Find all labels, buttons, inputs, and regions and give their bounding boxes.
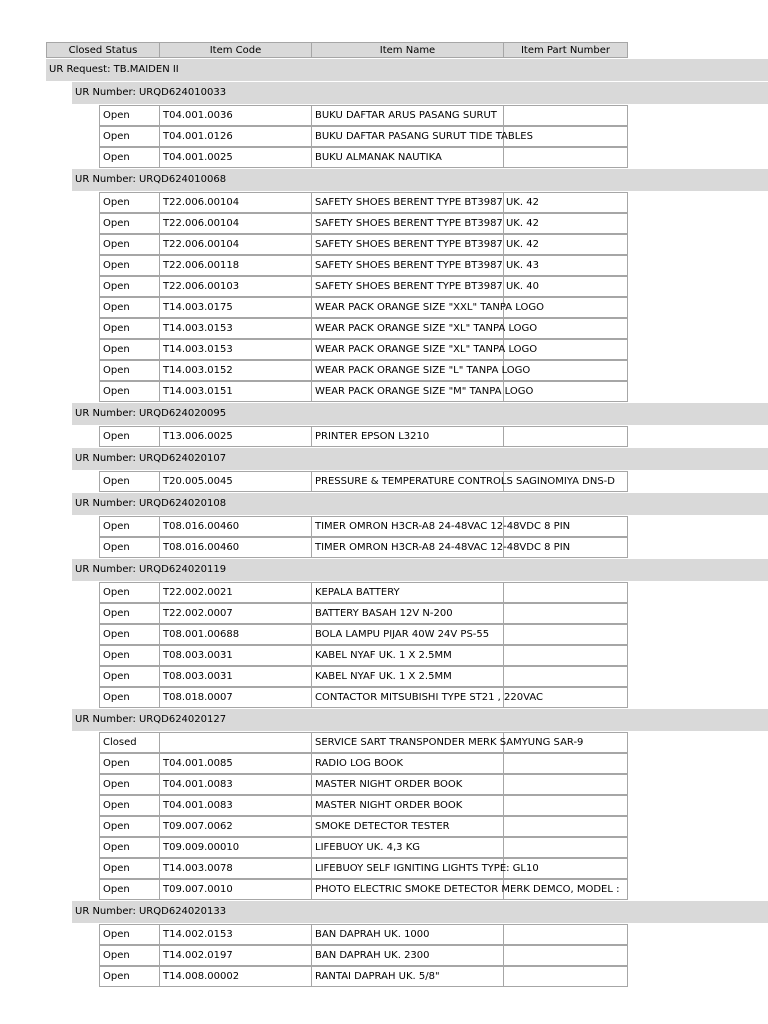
table-row[interactable] xyxy=(99,858,628,879)
item-code-cell: T13.006.0025 xyxy=(159,426,312,447)
item-part-number-cell xyxy=(503,753,628,774)
table-row[interactable] xyxy=(99,645,628,666)
item-code-cell: T22.006.00104 xyxy=(159,192,312,213)
item-code-cell: T14.003.0175 xyxy=(159,297,312,318)
closed-status-cell: Open xyxy=(99,339,160,360)
item-name-text: LIFEBUOY UK. 4,3 KG xyxy=(315,842,421,853)
item-name-text: WEAR PACK ORANGE SIZE "M" TANPA LOGO xyxy=(315,386,534,397)
item-name-text: SAFETY SHOES BERENT TYPE BT3987 UK. 40 xyxy=(315,281,539,292)
item-code-cell: T14.002.0197 xyxy=(159,945,312,966)
closed-status-cell: Open xyxy=(99,603,160,624)
item-name-text: KABEL NYAF UK. 1 X 2.5MM xyxy=(315,650,452,661)
closed-status-cell: Open xyxy=(99,582,160,603)
item-name-text: BAN DAPRAH UK. 2300 xyxy=(315,950,430,961)
closed-status-cell: Open xyxy=(99,381,160,402)
item-name-text: RADIO LOG BOOK xyxy=(315,758,404,769)
column-header-closed-status[interactable]: Closed Status xyxy=(46,42,160,58)
item-name-cell xyxy=(311,774,504,795)
item-code-cell: T08.003.0031 xyxy=(159,666,312,687)
item-name-text: BOLA LAMPU PIJAR 40W 24V PS-55 xyxy=(315,629,490,640)
closed-status-cell: Open xyxy=(99,753,160,774)
closed-status-cell: Open xyxy=(99,192,160,213)
item-name-cell xyxy=(311,603,504,624)
item-code-cell: T04.001.0036 xyxy=(159,105,312,126)
item-name-cell xyxy=(311,318,538,339)
table-row[interactable] xyxy=(99,213,628,234)
item-name-cell xyxy=(311,816,504,837)
item-name-cell xyxy=(311,255,539,276)
item-code-cell: T22.006.00104 xyxy=(159,213,312,234)
item-name-text: SMOKE DETECTOR TESTER xyxy=(315,821,450,832)
item-name-cell xyxy=(311,426,504,447)
table-row[interactable] xyxy=(99,255,628,276)
item-name-cell xyxy=(311,924,504,945)
ur-number-header: UR Number: URQD624010033 xyxy=(72,82,768,104)
item-name-cell xyxy=(311,645,504,666)
table-row[interactable] xyxy=(99,276,628,297)
table-row[interactable] xyxy=(99,966,628,987)
item-name-cell xyxy=(311,945,504,966)
item-name-cell xyxy=(311,624,504,645)
item-name-cell xyxy=(311,666,504,687)
item-name-text: KABEL NYAF UK. 1 X 2.5MM xyxy=(315,671,452,682)
item-code-cell xyxy=(159,732,312,753)
table-row[interactable] xyxy=(99,192,628,213)
closed-status-cell: Open xyxy=(99,297,160,318)
item-code-cell: T22.002.0021 xyxy=(159,582,312,603)
closed-status-cell: Open xyxy=(99,858,160,879)
ur-number-header: UR Number: URQD624020133 xyxy=(72,901,768,923)
item-name-cell xyxy=(311,516,571,537)
closed-status-cell: Open xyxy=(99,666,160,687)
item-name-text: WEAR PACK ORANGE SIZE "L" TANPA LOGO xyxy=(315,365,531,376)
closed-status-cell: Open xyxy=(99,945,160,966)
table-row[interactable] xyxy=(99,666,628,687)
item-name-text: BAN DAPRAH UK. 1000 xyxy=(315,929,430,940)
item-name-cell xyxy=(311,753,504,774)
table-row[interactable] xyxy=(99,687,628,708)
item-code-cell: T08.016.00460 xyxy=(159,516,312,537)
item-name-text: SERVICE SART TRANSPONDER MERK SAMYUNG SAR-9 xyxy=(315,737,584,748)
closed-status-cell: Open xyxy=(99,966,160,987)
ur-number-header: UR Number: URQD624020119 xyxy=(72,559,768,581)
item-code-cell: T14.008.00002 xyxy=(159,966,312,987)
table-row[interactable] xyxy=(99,924,628,945)
item-part-number-cell xyxy=(503,774,628,795)
item-name-cell xyxy=(311,360,531,381)
closed-status-cell: Open xyxy=(99,795,160,816)
table-row[interactable] xyxy=(99,339,628,360)
table-row[interactable] xyxy=(99,471,628,492)
table-row[interactable] xyxy=(99,945,628,966)
closed-status-cell: Closed xyxy=(99,732,160,753)
item-name-text: BUKU DAFTAR PASANG SURUT TIDE TABLES xyxy=(315,131,533,142)
closed-status-cell: Open xyxy=(99,360,160,381)
item-code-cell: T04.001.0025 xyxy=(159,147,312,168)
item-code-cell: T04.001.0083 xyxy=(159,774,312,795)
item-name-text: SAFETY SHOES BERENT TYPE BT3987 UK. 42 xyxy=(315,239,539,250)
closed-status-cell: Open xyxy=(99,318,160,339)
table-row[interactable] xyxy=(99,816,628,837)
table-header xyxy=(46,42,628,59)
item-part-number-cell xyxy=(503,816,628,837)
table-row[interactable] xyxy=(99,624,628,645)
item-part-number-cell xyxy=(503,624,628,645)
item-name-cell xyxy=(311,234,539,255)
item-name-cell xyxy=(311,297,544,318)
request-group-header: UR Request: TB.MAIDEN II xyxy=(46,59,768,81)
item-name-cell xyxy=(311,276,539,297)
table-row[interactable] xyxy=(99,879,628,900)
item-code-cell: T14.003.0153 xyxy=(159,318,312,339)
ur-number-header: UR Number: URQD624020127 xyxy=(72,709,768,731)
item-name-cell xyxy=(311,339,538,360)
item-code-cell: T14.003.0078 xyxy=(159,858,312,879)
item-name-text: WEAR PACK ORANGE SIZE "XL" TANPA LOGO xyxy=(315,344,538,355)
item-part-number-cell xyxy=(503,966,628,987)
table-row[interactable] xyxy=(99,105,628,126)
column-header-item-part-number[interactable]: Item Part Number xyxy=(503,42,628,58)
closed-status-cell: Open xyxy=(99,234,160,255)
closed-status-cell: Open xyxy=(99,687,160,708)
closed-status-cell: Open xyxy=(99,537,160,558)
closed-status-cell: Open xyxy=(99,105,160,126)
item-code-cell: T14.002.0153 xyxy=(159,924,312,945)
item-part-number-cell xyxy=(503,603,628,624)
item-name-cell xyxy=(311,795,504,816)
item-name-cell xyxy=(311,879,620,900)
table-row[interactable] xyxy=(99,753,628,774)
item-name-cell xyxy=(311,105,504,126)
item-code-cell: T04.001.0083 xyxy=(159,795,312,816)
item-code-cell: T22.006.00104 xyxy=(159,234,312,255)
closed-status-cell: Open xyxy=(99,837,160,858)
item-name-cell xyxy=(311,858,539,879)
closed-status-cell: Open xyxy=(99,213,160,234)
item-code-cell: T14.003.0152 xyxy=(159,360,312,381)
item-part-number-cell xyxy=(503,945,628,966)
item-name-text: BUKU DAFTAR ARUS PASANG SURUT xyxy=(315,110,497,121)
table-row[interactable] xyxy=(99,837,628,858)
closed-status-cell: Open xyxy=(99,255,160,276)
item-name-cell xyxy=(311,537,571,558)
item-name-text: RANTAI DAPRAH UK. 5/8" xyxy=(315,971,440,982)
item-name-cell xyxy=(311,471,615,492)
table-row[interactable] xyxy=(99,360,628,381)
table-row[interactable] xyxy=(99,147,628,168)
item-name-text: PRINTER EPSON L3210 xyxy=(315,431,430,442)
closed-status-cell: Open xyxy=(99,276,160,297)
item-name-text: CONTACTOR MITSUBISHI TYPE ST21 , 220VAC xyxy=(315,692,543,703)
item-code-cell: T09.007.0062 xyxy=(159,816,312,837)
item-code-cell: T08.018.0007 xyxy=(159,687,312,708)
item-name-text: BUKU ALMANAK NAUTIKA xyxy=(315,152,442,163)
item-name-cell xyxy=(311,126,533,147)
item-code-cell: T09.009.00010 xyxy=(159,837,312,858)
item-name-cell xyxy=(311,381,534,402)
item-code-cell: T08.001.00688 xyxy=(159,624,312,645)
item-name-cell xyxy=(311,837,504,858)
item-code-cell: T22.006.00103 xyxy=(159,276,312,297)
item-name-text: TIMER OMRON H3CR-A8 24-48VAC 12-48VDC 8 PIN xyxy=(315,521,571,532)
item-code-cell: T22.006.00118 xyxy=(159,255,312,276)
item-name-text: BATTERY BASAH 12V N-200 xyxy=(315,608,453,619)
item-part-number-cell xyxy=(503,582,628,603)
item-name-cell xyxy=(311,147,504,168)
closed-status-cell: Open xyxy=(99,645,160,666)
item-name-text: SAFETY SHOES BERENT TYPE BT3987 UK. 43 xyxy=(315,260,539,271)
closed-status-cell: Open xyxy=(99,624,160,645)
item-name-text: SAFETY SHOES BERENT TYPE BT3987 UK. 42 xyxy=(315,218,539,229)
ur-number-header: UR Number: URQD624020107 xyxy=(72,448,768,470)
item-name-cell xyxy=(311,732,584,753)
item-name-text: MASTER NIGHT ORDER BOOK xyxy=(315,779,463,790)
item-code-cell: T04.001.0126 xyxy=(159,126,312,147)
closed-status-cell: Open xyxy=(99,816,160,837)
item-name-cell xyxy=(311,192,539,213)
item-part-number-cell xyxy=(503,795,628,816)
table-row[interactable] xyxy=(99,318,628,339)
table-row[interactable] xyxy=(99,603,628,624)
item-name-text: MASTER NIGHT ORDER BOOK xyxy=(315,800,463,811)
ur-number-header: UR Number: URQD624020095 xyxy=(72,403,768,425)
item-part-number-cell xyxy=(503,837,628,858)
item-code-cell: T08.003.0031 xyxy=(159,645,312,666)
closed-status-cell: Open xyxy=(99,924,160,945)
ur-number-header: UR Number: URQD624010068 xyxy=(72,169,768,191)
item-code-cell: T04.001.0085 xyxy=(159,753,312,774)
table-row[interactable] xyxy=(99,126,628,147)
item-part-number-cell xyxy=(503,147,628,168)
item-name-text: PRESSURE & TEMPERATURE CONTROLS SAGINOMIYA DNS-D xyxy=(315,476,615,487)
item-code-cell: T14.003.0151 xyxy=(159,381,312,402)
item-part-number-cell xyxy=(503,924,628,945)
closed-status-cell: Open xyxy=(99,426,160,447)
item-name-text: PHOTO ELECTRIC SMOKE DETECTOR MERK DEMCO, MODEL : xyxy=(315,884,620,895)
table-row[interactable] xyxy=(99,297,628,318)
item-name-cell xyxy=(311,687,543,708)
item-name-text: WEAR PACK ORANGE SIZE "XL" TANPA LOGO xyxy=(315,323,538,334)
item-code-cell: T14.003.0153 xyxy=(159,339,312,360)
column-header-item-code[interactable]: Item Code xyxy=(159,42,312,58)
item-name-cell xyxy=(311,582,504,603)
item-name-text: SAFETY SHOES BERENT TYPE BT3987 UK. 42 xyxy=(315,197,539,208)
item-part-number-cell xyxy=(503,426,628,447)
table-row[interactable] xyxy=(99,234,628,255)
closed-status-cell: Open xyxy=(99,774,160,795)
item-name-cell xyxy=(311,966,504,987)
item-part-number-cell xyxy=(503,105,628,126)
table-row[interactable] xyxy=(99,537,628,558)
table-row[interactable] xyxy=(99,381,628,402)
item-name-text: LIFEBUOY SELF IGNITING LIGHTS TYPE: GL10 xyxy=(315,863,539,874)
closed-status-cell: Open xyxy=(99,147,160,168)
item-name-text: TIMER OMRON H3CR-A8 24-48VAC 12-48VDC 8 PIN xyxy=(315,542,571,553)
item-code-cell: T20.005.0045 xyxy=(159,471,312,492)
item-name-cell xyxy=(311,213,539,234)
item-part-number-cell xyxy=(503,645,628,666)
item-name-text: WEAR PACK ORANGE SIZE "XXL" TANPA LOGO xyxy=(315,302,544,313)
table-row[interactable] xyxy=(99,774,628,795)
table-row[interactable] xyxy=(99,732,628,753)
closed-status-cell: Open xyxy=(99,471,160,492)
ur-number-header: UR Number: URQD624020108 xyxy=(72,493,768,515)
item-code-cell: T08.016.00460 xyxy=(159,537,312,558)
table-row[interactable] xyxy=(99,516,628,537)
column-header-item-name[interactable]: Item Name xyxy=(311,42,504,58)
table-row[interactable] xyxy=(99,795,628,816)
item-part-number-cell xyxy=(503,666,628,687)
closed-status-cell: Open xyxy=(99,879,160,900)
item-code-cell: T09.007.0010 xyxy=(159,879,312,900)
item-code-cell: T22.002.0007 xyxy=(159,603,312,624)
item-name-text: KEPALA BATTERY xyxy=(315,587,400,598)
table-row[interactable] xyxy=(99,582,628,603)
table-row[interactable] xyxy=(99,426,628,447)
closed-status-cell: Open xyxy=(99,516,160,537)
closed-status-cell: Open xyxy=(99,126,160,147)
